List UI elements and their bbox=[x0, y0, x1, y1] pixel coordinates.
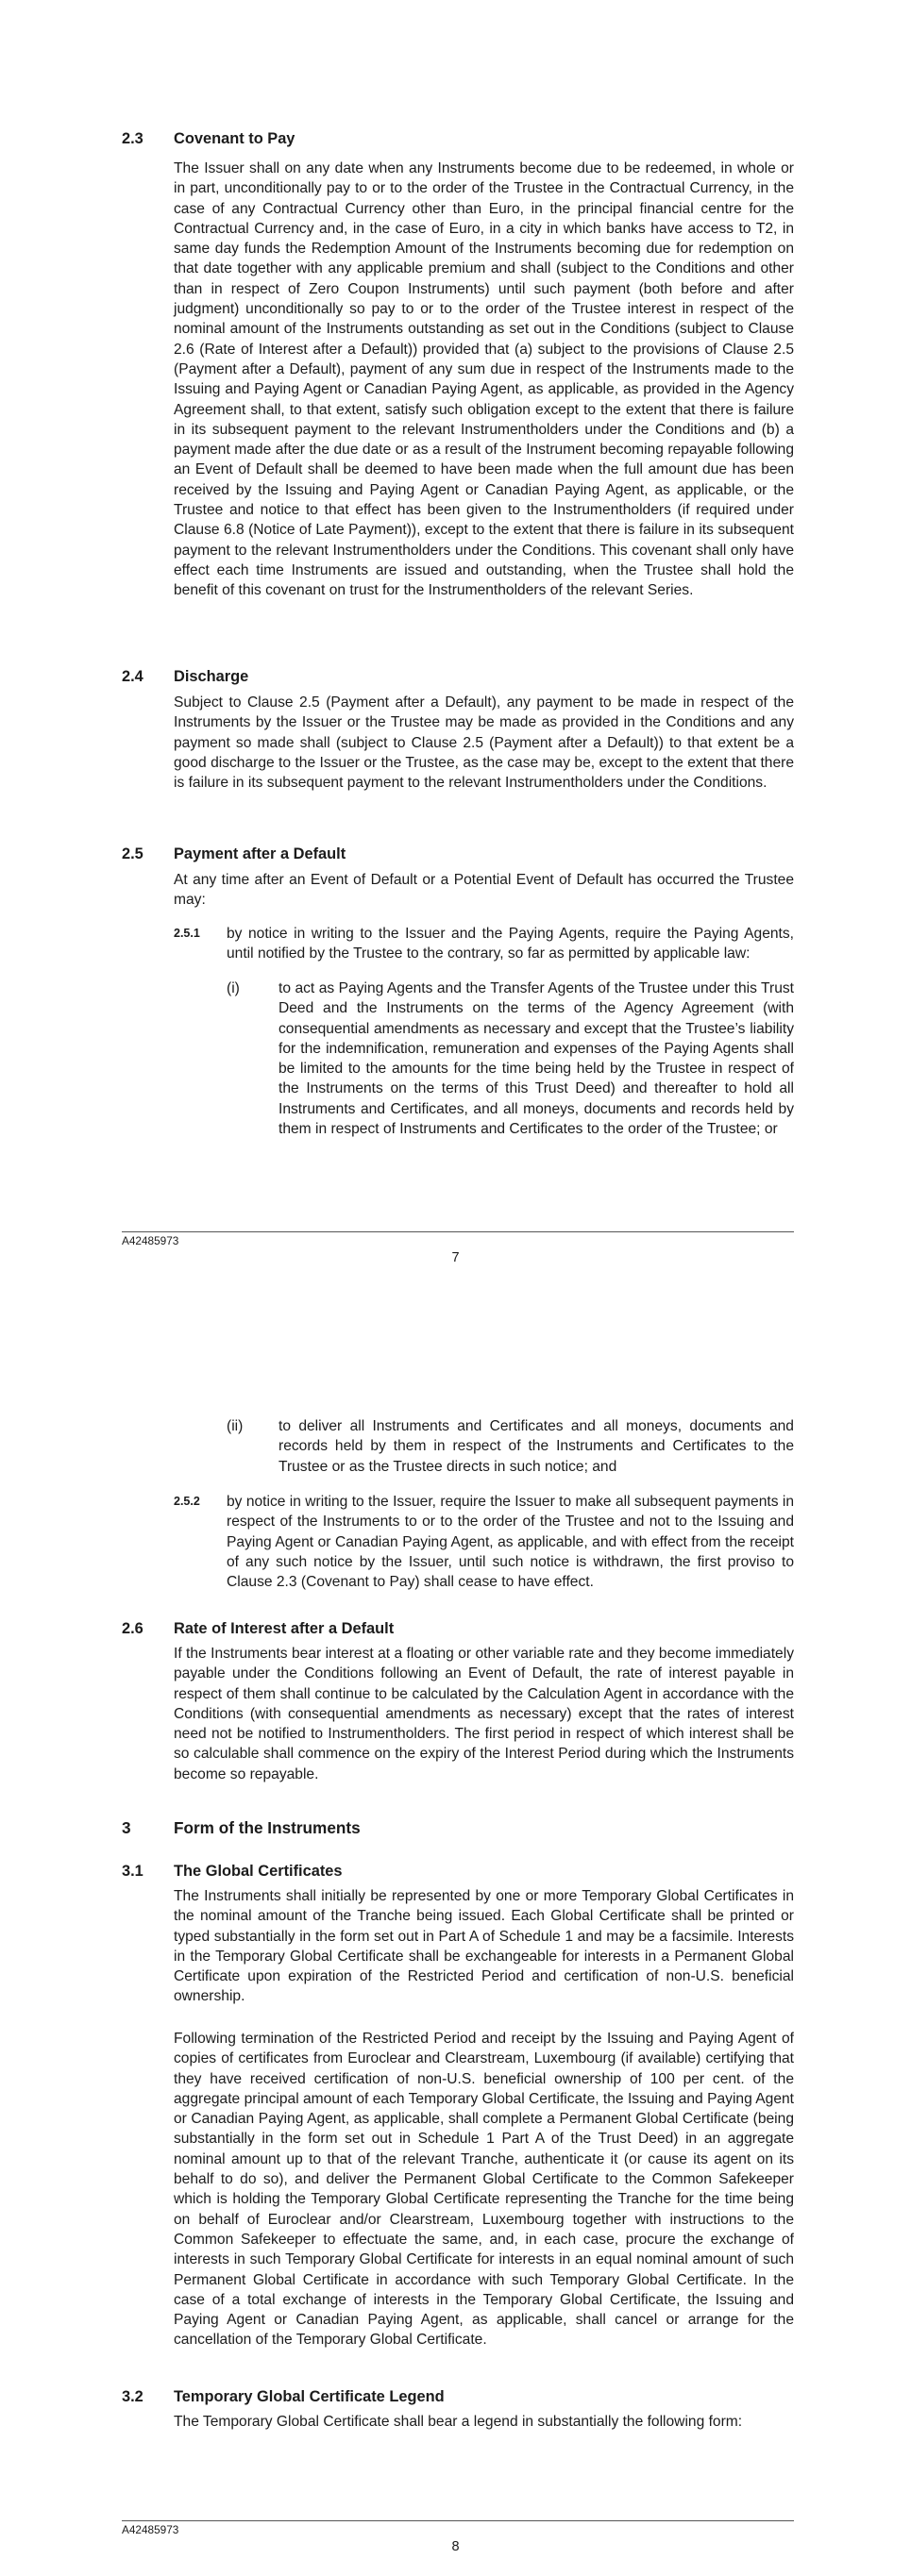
footer-reference: A42485973 bbox=[122, 2523, 179, 2536]
footer-rule bbox=[122, 2520, 794, 2521]
footer-rule bbox=[122, 1231, 794, 1232]
list-item-text: to deliver all Instruments and Certificates and all moneys, documents and records held by them in respect of the Instruments and Certificates to the Trustee or as the Trustee directs in such notice; and bbox=[278, 1418, 794, 1475]
clause-title: Temporary Global Certificate Legend bbox=[174, 2388, 445, 2405]
section-title: Form of the Instruments bbox=[174, 1818, 361, 1837]
clause-title: Discharge bbox=[174, 668, 249, 685]
page-number: 8 bbox=[451, 2539, 460, 2554]
page-8 bbox=[0, 1288, 911, 2576]
clause-title: Payment after a Default bbox=[174, 845, 346, 862]
clause-paragraph: If the Instruments bear interest at a floating or other variable rate and they become immediately payable under the Conditions following an Event of Default, the rate of interest payable in respect of them shall continue to be calculated by the Calculation Agent in accordance with the Conditions (with consequential amendments as necessary) except that the rates of interest need not be notified to Instrumentholders. The first period in respect of which interest shall be so calculable shall commence on the expiry of the Interest Period during which the Instruments become so repayable. bbox=[174, 1646, 794, 1782]
clause-paragraph: Subject to Clause 2.5 (Payment after a Default), any payment to be made in respect of the Instruments by the Issuer or the Trustee may be made as provided in the Conditions and any payment so made shall (subject to Clause 2.5 (Payment after a Default)) to that extent be a good discharge to the Issuer or the Trustee, as the case may be, except to the extent that there is failure in its subsequent payment to the relevant Instrumentholders under the Conditions. bbox=[174, 694, 794, 792]
footer-reference: A42485973 bbox=[122, 1234, 179, 1247]
clause-number: 3.2 bbox=[122, 2388, 143, 2405]
subclause-text: by notice in writing to the Issuer and the Paying Agents, require the Paying Agents, until notified by the Trustee to the contrary, so far as permitted by applicable law: bbox=[227, 926, 794, 962]
list-item-number: (i) bbox=[227, 980, 240, 996]
clause-number: 2.6 bbox=[122, 1620, 143, 1637]
clause-paragraph: The Instruments shall initially be represented by one or more Temporary Global Certificates in the nominal amount of the Tranche being issued. Each Global Certificate shall be printed or typed substantially in the form set out in Part A of Schedule 1 and may be a facsimile. Interests in the Temporary Global Certificate shall be exchangeable for interests in a Permanent Global Certificate upon expiration of the Restricted Period and certification of non-U.S. beneficial ownership. bbox=[174, 1888, 794, 2005]
clause-number: 2.3 bbox=[122, 130, 143, 147]
section-number: 3 bbox=[122, 1818, 131, 1837]
clause-title: Covenant to Pay bbox=[174, 130, 295, 147]
clause-paragraph: Following termination of the Restricted Period and receipt by the Issuing and Paying Agent of copies of certificates from Euroclear and Clearstream, Luxembourg (if available) certifying that they have received certification of non-U.S. beneficial ownership of 100 per cent. of the aggregate principal amount of each Temporary Global Certificate, the Issuing and Paying Agent or Canadian Paying Agent, as applicable, shall complete a Permanent Global Certificate (being substantially in the form set out in Schedule 1 Part A of the Trust Deed) in an aggregate nominal amount up to that of the relevant Tranche, authenticate it (or cause its agent on its behalf to do so), and deliver the Permanent Global Certificate to the Common Safekeeper which is holding the Temporary Global Certificate representing the Tranche for the time being on behalf of Euroclear and/or Clearstream, Luxembourg together with instructions to the Common Safekeeper to effectuate the same, and, in each case, procure the exchange of interests in such Temporary Global Certificate for interests in an equal nominal amount of such Permanent Global Certificate in accordance with such Temporary Global Certificate. In the case of a total exchange of interests in the Temporary Global Certificate, the Issuing and Paying Agent or Canadian Paying Agent, as applicable, shall cancel or arrange for the cancellation of the Temporary Global Certificate. bbox=[174, 2031, 794, 2349]
subclause-number: 2.5.1 bbox=[174, 927, 200, 940]
subclause-number: 2.5.2 bbox=[174, 1495, 200, 1508]
list-item-number: (ii) bbox=[227, 1418, 244, 1434]
clause-title: The Global Certificates bbox=[174, 1863, 343, 1880]
clause-paragraph: The Issuer shall on any date when any Instruments become due to be redeemed, in whole or in part, unconditionally pay to or to the order of the Trustee in the Contractual Currency, in the case of any Contractual Currency other than Euro, in the principal financial centre for the Contractual Currency and, in the case of Euro, in a city in which banks have access to T2, in same day funds the Redemption Amount of the Instruments becoming due for redemption on that date together with any applicable premium and shall (subject to the Conditions and other than in respect of Zero Coupon Instruments) until such payment (both before and after judgment) unconditionally so pay to or to the order of the Trustee interest in respect of the nominal amount of the Instruments outstanding as set out in the Conditions (subject to Clause 2.6 (Rate of Interest after a Default)) provided that (a) subject to the provisions of Clause 2.5 (Payment after a Default), payment of any sum due in respect of the Instruments made to the Issuing and Paying Agent or Canadian Paying Agent, as applicable, as provided in the Agency Agreement shall, to that extent, satisfy such obligation except to the extent that there is failure in its subsequent payment to the relevant Instrumentholders under the Conditions and (b) a payment made after the due date or as a result of the Instrument becoming repayable following an Event of Default shall be deemed to have been made when the full amount due has been received by the Issuing and Paying Agent or Canadian Paying Agent, as applicable, or the Trustee and notice to that effect has been given to the Instrumentholders (if required under Clause 6.8 (Notice of Late Payment)), except to the extent that there is failure in its subsequent payment to the relevant Instrumentholders under the Conditions. This covenant shall only have effect each time Instruments are issued and outstanding, when the Trustee shall hold the benefit of this covenant on trust for the Instrumentholders of the relevant Series. bbox=[174, 160, 794, 599]
subclause-text: by notice in writing to the Issuer, require the Issuer to make all subsequent payments in respect of the Instruments to or to the order of the Trustee and not to the Issuing and Paying Agent or Canadian Paying Agent, as applicable, and with effect from the receipt of any such notice by the Issuer, until such notice is withdrawn, the first proviso to Clause 2.3 (Covenant to Pay) shall cease to have effect. bbox=[227, 1494, 794, 1591]
page-number: 7 bbox=[451, 1250, 460, 1265]
clause-number: 2.4 bbox=[122, 668, 143, 685]
clause-title: Rate of Interest after a Default bbox=[174, 1620, 395, 1637]
list-item-text: to act as Paying Agents and the Transfer Agents of the Trustee under this Trust Deed and the Instruments on the terms of the Agency Agreement (with consequential amendments as necessary and except that the Trustee’s liability for the indemnification, remuneration and expenses of the Paying Agents shall be limited to the amounts for the time being held by the Trustee in respect of the Instruments on the terms of this Trust Deed) and thereafter to hold all Instruments and Certificates, and all moneys, documents and records held by them in respect of Instruments and Certificates to the order of the Trustee; or bbox=[278, 980, 794, 1138]
clause-paragraph: The Temporary Global Certificate shall bear a legend in substantially the following form: bbox=[174, 2414, 743, 2430]
clause-number: 2.5 bbox=[122, 845, 143, 862]
clause-paragraph: At any time after an Event of Default or a Potential Event of Default has occurred the Trustee may: bbox=[174, 872, 794, 909]
clause-number: 3.1 bbox=[122, 1863, 143, 1880]
